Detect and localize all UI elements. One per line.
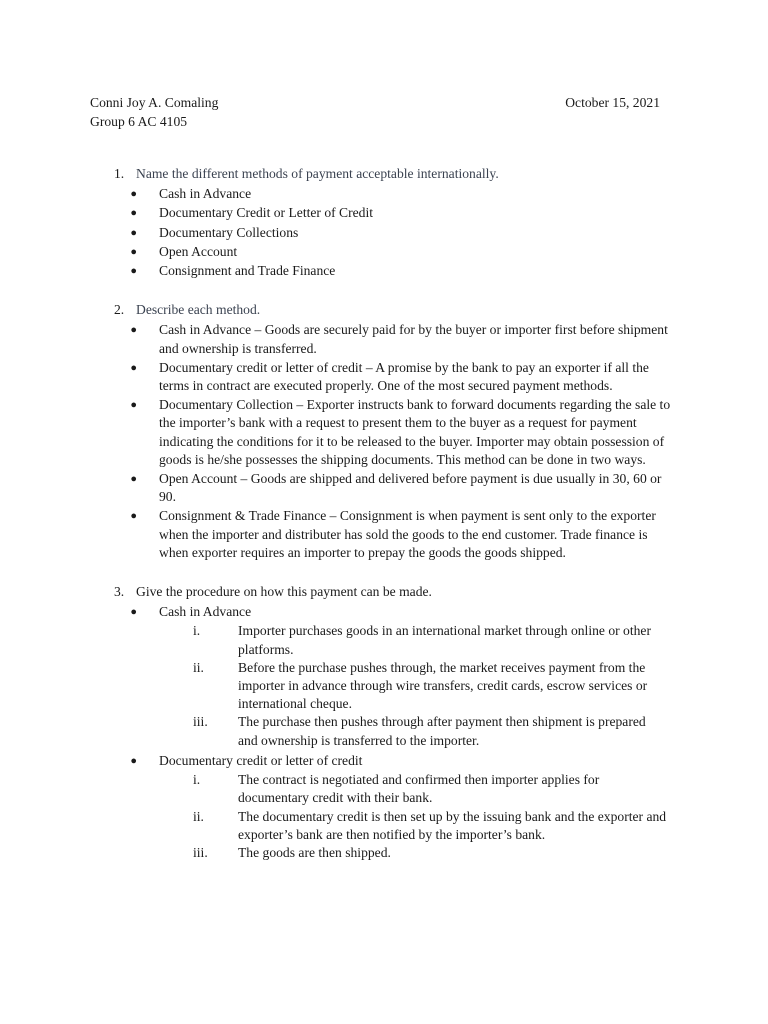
- step-text: The purchase then pushes through after payment then shipment is prepared and ownership is transferred to the importer.: [238, 714, 646, 748]
- list-item: [114, 321, 674, 357]
- step-text: The goods are then shipped.: [238, 844, 391, 860]
- list-item: [114, 224, 674, 242]
- bullet-icon: ●: [130, 473, 137, 486]
- list-item-text: Documentary Collection – Exporter instructs bank to forward documents regarding the sale to the importer’s bank with a request to present them to the buyer as a request for payment indicating the conditions for it to be released to the buyer. Importer may obtain possession of goods is he/she possesses the shipping documents. This method can be done in two ways.: [159, 397, 671, 467]
- document-body: [114, 165, 674, 862]
- question-2: [114, 301, 674, 319]
- bullet-icon: ●: [130, 265, 137, 278]
- header-row: [90, 93, 660, 112]
- bullet-icon: ●: [130, 188, 137, 201]
- list-item: [114, 359, 674, 395]
- bullet-icon: ●: [130, 399, 137, 412]
- step-text: The documentary credit is then set up by the issuing bank and the exporter and exporter’s bank are then notified by the importer’s bank.: [238, 808, 667, 842]
- step-item: [114, 808, 674, 844]
- q3-section-2-steps: [114, 771, 674, 862]
- spacer: [114, 281, 674, 301]
- list-item: [114, 204, 674, 222]
- step-item: [114, 771, 674, 807]
- spacer: [114, 563, 674, 583]
- list-item-text: Documentary credit or letter of credit – A promise by the bank to pay an exporter if all the terms in contract are executed properly. One of the most secured payment methods.: [159, 359, 649, 394]
- question-text: Describe each method.: [136, 302, 261, 318]
- step-number: ii.: [193, 659, 204, 675]
- section-title: Documentary credit or letter of credit: [159, 752, 363, 768]
- step-number: i.: [193, 772, 201, 788]
- list-item-text: Open Account: [159, 243, 238, 259]
- list-item: [114, 603, 674, 621]
- q2-bullet-list: [114, 321, 674, 562]
- section-title: Cash in Advance: [159, 604, 252, 620]
- bullet-icon: ●: [130, 226, 137, 239]
- group-label: Group 6 AC 4105: [90, 114, 188, 129]
- step-item: [114, 659, 674, 714]
- list-item: [114, 470, 674, 506]
- list-item: [114, 752, 674, 770]
- q3-bullet-list: [114, 603, 674, 621]
- q1-bullet-list: [114, 185, 674, 280]
- list-item: [114, 507, 674, 562]
- list-item-text: Consignment and Trade Finance: [159, 263, 336, 279]
- step-number: iii.: [193, 844, 208, 860]
- bullet-icon: ●: [130, 510, 137, 523]
- step-number: iii.: [193, 714, 208, 730]
- step-text: The contract is negotiated and confirmed then importer applies for documentary credit with their bank.: [238, 772, 600, 806]
- bullet-icon: ●: [130, 754, 137, 767]
- list-item-text: Consignment & Trade Finance – Consignment is when payment is sent only to the exporter when the importer and distributer has sold the goods to the end customer. Trade finance is when exporter requires an importer to prepay the goods the goods shipped.: [159, 508, 656, 560]
- question-number: 3.: [114, 584, 125, 600]
- bullet-icon: ●: [130, 245, 137, 258]
- list-item-text: Cash in Advance: [159, 186, 252, 202]
- question-text: Give the procedure on how this payment can be made.: [136, 584, 432, 600]
- question-1: [114, 165, 674, 183]
- q3-bullet-list-2: [114, 752, 674, 770]
- list-item: [114, 262, 674, 280]
- bullet-icon: ●: [130, 606, 137, 619]
- list-item-text: Documentary Collections: [159, 224, 299, 240]
- step-item: [114, 713, 674, 749]
- list-item: [114, 396, 674, 469]
- bullet-icon: ●: [130, 207, 137, 220]
- author-name: Conni Joy A. Comaling: [90, 95, 219, 110]
- question-number: 2.: [114, 302, 125, 318]
- step-item: [114, 844, 674, 862]
- document-header: [90, 93, 660, 131]
- document-date: October 15, 2021: [565, 95, 660, 110]
- question-number: 1.: [114, 166, 125, 181]
- bullet-icon: ●: [130, 361, 137, 374]
- list-item-text: Documentary Credit or Letter of Credit: [159, 205, 374, 221]
- list-item: [114, 243, 674, 261]
- bullet-icon: ●: [130, 324, 137, 337]
- step-text: Importer purchases goods in an international market through online or other platforms.: [238, 623, 651, 657]
- q3-section-1-steps: [114, 622, 674, 749]
- question-3: [114, 583, 674, 601]
- step-number: i.: [193, 623, 201, 639]
- step-text: Before the purchase pushes through, the market receives payment from the importer in advance through wire transfers, credit cards, escrow services or international cheque.: [238, 659, 648, 712]
- list-item: [114, 185, 674, 203]
- step-item: [114, 622, 674, 658]
- step-number: ii.: [193, 808, 204, 824]
- list-item-text: Open Account – Goods are shipped and delivered before payment is due usually in 30, 60 or 90.: [159, 471, 662, 505]
- list-item-text: Cash in Advance – Goods are securely paid for by the buyer or importer first before shipment and ownership is transferred.: [159, 322, 668, 356]
- question-text: Name the different methods of payment acceptable internationally.: [136, 166, 499, 181]
